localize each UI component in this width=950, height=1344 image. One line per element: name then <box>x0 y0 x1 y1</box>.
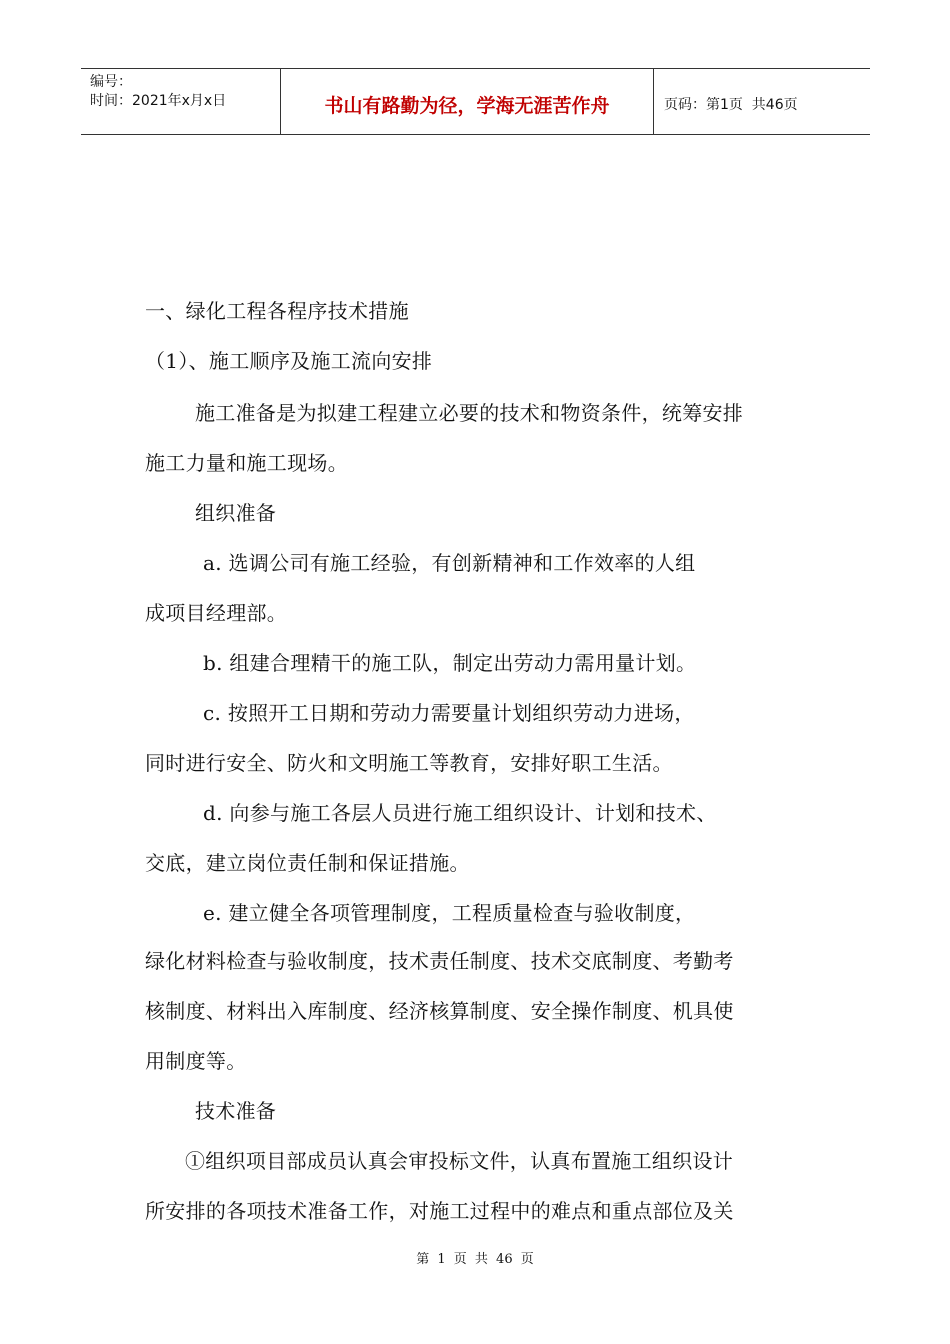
list-item-e-continued: 用制度等。 <box>145 1049 247 1073</box>
list-item-e-continued: 核制度、材料出入库制度、经济核算制度、安全操作制度、机具使 <box>145 999 734 1023</box>
section-heading: 一、绿化工程各程序技术措施 <box>145 299 409 323</box>
list-item-a-continued: 成项目经理部。 <box>145 601 288 625</box>
paragraph-line: ①组织项目部成员认真会审投标文件，认真布置施工组织设计 <box>185 1149 734 1173</box>
header-page-info <box>654 69 870 134</box>
list-item-c: c. 按照开工日期和劳动力需要量计划组织劳动力进场， <box>203 701 695 725</box>
subsection-heading: （1）、施工顺序及施工流向安排 <box>145 349 433 373</box>
paragraph-line: 所安排的各项技术准备工作，对施工过程中的难点和重点部位及关 <box>145 1199 734 1223</box>
list-item-b: b. 组建合理精干的施工队，制定出劳动力需用量计划。 <box>203 651 697 675</box>
list-item-c-continued: 同时进行安全、防火和文明施工等教育，安排好职工生活。 <box>145 751 673 775</box>
page-header <box>81 68 870 135</box>
header-meta <box>81 69 281 134</box>
subheading-organization: 组织准备 <box>195 501 277 525</box>
paragraph-line: 施工准备是为拟建工程建立必要的技术和物资条件，统筹安排 <box>195 401 744 425</box>
document-number-label: 编号： <box>90 74 132 90</box>
list-item-e: e. 建立健全各项管理制度，工程质量检查与验收制度， <box>203 901 696 925</box>
document-date: 时间：2021年x月x日 <box>90 93 227 109</box>
page-footer: 第 1 页 共 46 页 <box>416 1252 534 1267</box>
paragraph-line: 施工力量和施工现场。 <box>145 451 348 475</box>
subheading-technical: 技术准备 <box>195 1099 277 1123</box>
page-info-text: 页码：第1页 共46页 <box>664 96 798 113</box>
list-item-d-continued: 交底，建立岗位责任制和保证措施。 <box>145 851 470 875</box>
list-item-a: a. 选调公司有施工经验，有创新精神和工作效率的人组 <box>203 551 696 575</box>
list-item-d: d. 向参与施工各层人员进行施工组织设计、计划和技术、 <box>203 801 717 825</box>
header-motto: 书山有路勤为径，学海无涯苦作舟 <box>281 69 654 134</box>
list-item-e-continued: 绿化材料检查与验收制度，技术责任制度、技术交底制度、考勤考 <box>145 949 734 973</box>
